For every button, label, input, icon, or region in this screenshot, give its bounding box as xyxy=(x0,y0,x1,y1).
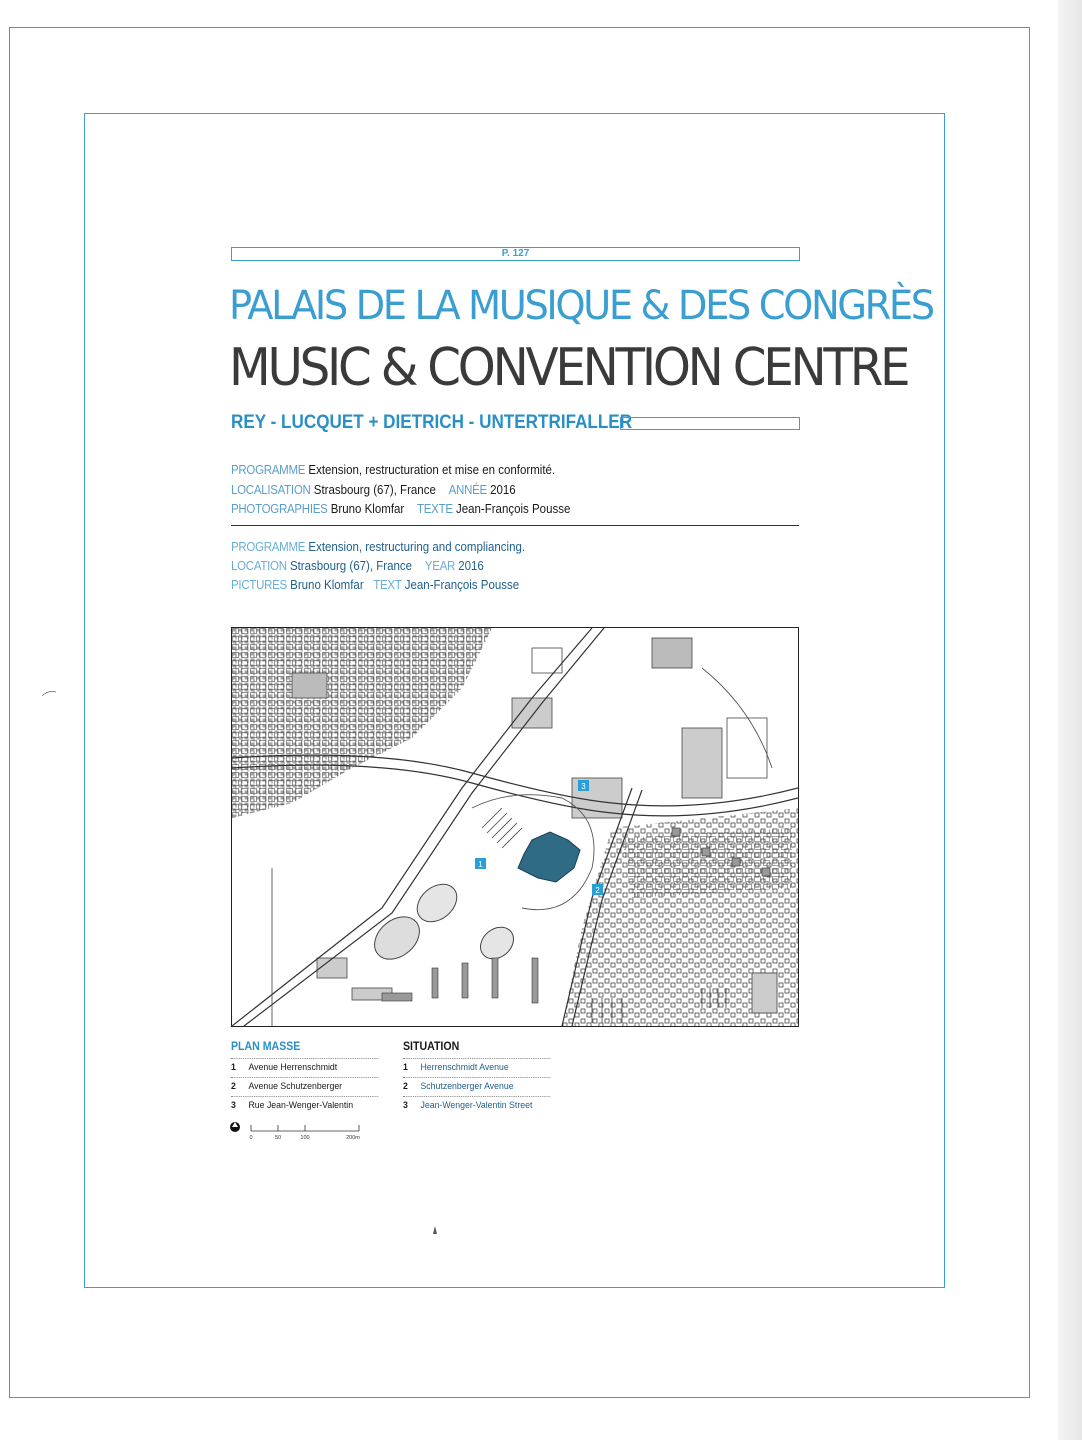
credits-en-photos: PICTURES Bruno Klomfar TEXT Jean-François Pousse xyxy=(231,578,520,592)
credits-fr-photos: PHOTOGRAPHIES Bruno Klomfar TEXTE Jean-François Pousse xyxy=(231,502,571,516)
legend-en-row: 1 Herrenschmidt Avenue xyxy=(403,1058,550,1077)
marker-2-label: 2 xyxy=(595,886,600,895)
legend-en-row: 3 Jean-Wenger-Valentin Street xyxy=(403,1096,550,1115)
page-number: P. 127 xyxy=(501,248,530,259)
scale-tick-100: 100 xyxy=(300,1135,310,1141)
map-marker-3 xyxy=(578,780,589,791)
credits-fr-programme: PROGRAMME Extension, restructuration et mise en conformité. xyxy=(231,463,556,477)
legend-en-row: 2 Schutzenberger Avenue xyxy=(403,1077,550,1096)
architects-box xyxy=(620,417,800,430)
credits-fr-location: LOCALISATION Strasbourg (67), France ANNÉE 2016 xyxy=(231,483,516,497)
legend-fr-row: 1 Avenue Herrenschmidt xyxy=(231,1058,378,1077)
scale-bar xyxy=(229,1121,369,1145)
architects-line: REY - LUCQUET + DIETRICH - UNTERTRIFALLER xyxy=(231,412,633,433)
palais-building xyxy=(518,832,580,882)
map-marker-2 xyxy=(592,884,603,895)
legend-fr-row: 2 Avenue Schutzenberger xyxy=(231,1077,378,1096)
marker-3-label: 3 xyxy=(581,782,586,791)
credits-en-programme: PROGRAMME Extension, restructuring and compliancing. xyxy=(231,540,526,554)
marker-1-label: 1 xyxy=(478,860,483,869)
legend-situation xyxy=(403,1040,550,1115)
page-edge xyxy=(1058,0,1082,1440)
legend-situation-heading: SITUATION xyxy=(403,1041,460,1053)
site-plan-svg xyxy=(232,628,798,1026)
north-arrow-icon xyxy=(230,1122,240,1132)
scale-tick-50: 50 xyxy=(274,1135,282,1141)
map-marker-1 xyxy=(475,858,486,869)
scale-tick-0: 0 xyxy=(249,1135,253,1141)
scan-speck xyxy=(430,1224,440,1236)
title-english: MUSIC & CONVENTION CENTRE xyxy=(229,338,908,398)
page-number-bar xyxy=(231,247,800,261)
divider-rule xyxy=(231,525,799,526)
title-french: PALAIS DE LA MUSIQUE & DES CONGRÈS xyxy=(229,283,933,329)
legend-plan-masse-heading: PLAN MASSE xyxy=(231,1041,301,1053)
site-plan-map xyxy=(231,627,799,1027)
credits-en-location: LOCATION Strasbourg (67), France YEAR 2016 xyxy=(231,559,484,573)
legend-fr-row: 3 Rue Jean-Wenger-Valentin xyxy=(231,1096,378,1115)
legend-plan-masse xyxy=(231,1040,378,1115)
scale-tick-200m: 200m xyxy=(346,1135,360,1141)
scan-speck xyxy=(40,688,60,700)
